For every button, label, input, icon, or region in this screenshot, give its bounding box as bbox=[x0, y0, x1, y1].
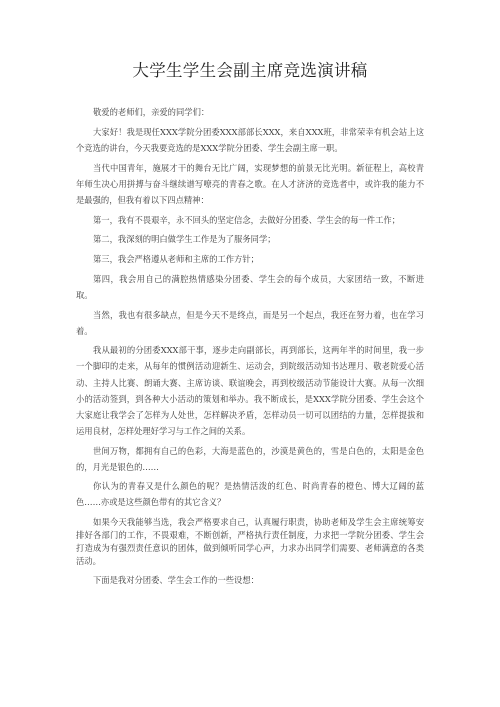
paragraph-youth: 当代中国青年，施展才干的舞台无比广阔，实现梦想的前景无比光明。新征程上，高校青年师生决心用拼搏与奋斗继续谱写嘹亮的青春之歌。在人才济济的竞选者中，或许我的能力不是最强的，但我有着以下四点精神： bbox=[76, 162, 424, 206]
paragraph-experience: 我从最初的分团委XXX部干事，逐步走向副部长，再到部长，这两年半的时间里，我一步一个脚印的走来，从每年的惯例活动迎新生、运动会，到院级活动知书达理月、敬老院爱心活动、主持人比赛、朗诵大赛、主席访谈、联谊晚会，再到校级活动节能设计大赛。从每一次细小的活动签到，到各种大小活动的策划和举办。我不断成长，是XXX学院分团委、学生会这个大家庭让我学会了怎样为人处世，怎样解决矛盾，怎样动员一切可以团结的力量，怎样提拔和运用良材，怎样处理好学习与工作之间的关系。 bbox=[76, 345, 424, 436]
paragraph-promise: 如果今天我能够当选，我会严格要求自己，认真履行职责，协助老师及学生会主席统筹安排好各部门的工作，不畏艰难，不断创新，严格执行责任制度，力求把一学院分团委、学生会打造成为有强烈责任意识的团体，做到倾听同学心声，力求办出同学们需要、老师满意的各类活动。 bbox=[76, 516, 424, 567]
greeting: 敬爱的老师们，亲爱的同学们： bbox=[93, 107, 210, 117]
paragraph-plans: 下面是我对分团委、学生会工作的一些设想： bbox=[93, 575, 259, 586]
document-title: 大学生学生会副主席竞选演讲稿 bbox=[132, 61, 368, 80]
paragraph-colors: 世间万物，都拥有自己的色彩，大海是蓝色的，沙漠是黄色的，雪是白色的，太阳是金色的，月光是银色的…… bbox=[76, 445, 424, 472]
paragraph-shortcomings: 当然，我也有很多缺点，但是今天不是终点，而是另一个起点，我还在努力着，也在学习着。 bbox=[76, 309, 424, 336]
paragraph-intro: 大家好！我是现任XXX学院分团委XXX部部长XXX，来自XXX班，非常荣幸有机会站上这个竞选的讲台，今天我要竞选的是XXX学院分团委、学生会副主席一职。 bbox=[76, 127, 424, 154]
paragraph-point-4: 第四，我会用自己的满腔热情感染分团委、学生会的每个成员，大家团结一致，不断进取。 bbox=[76, 273, 424, 300]
paragraph-question: 你认为的青春又是什么颜色的呢？是热情活泼的红色、时尚青春的橙色、博大辽阔的蓝色……亦或是这些颜色带有的其它含义？ bbox=[76, 481, 424, 508]
paragraph-point-2: 第二，我深刻的明白做学生工作是为了服务同学； bbox=[93, 234, 276, 245]
paragraph-point-1: 第一，我有不畏艰辛，永不回头的坚定信念，去做好分团委、学生会的每一件工作； bbox=[93, 214, 400, 225]
paragraph-point-3: 第三，我会严格遵从老师和主席的工作方针； bbox=[93, 254, 259, 265]
